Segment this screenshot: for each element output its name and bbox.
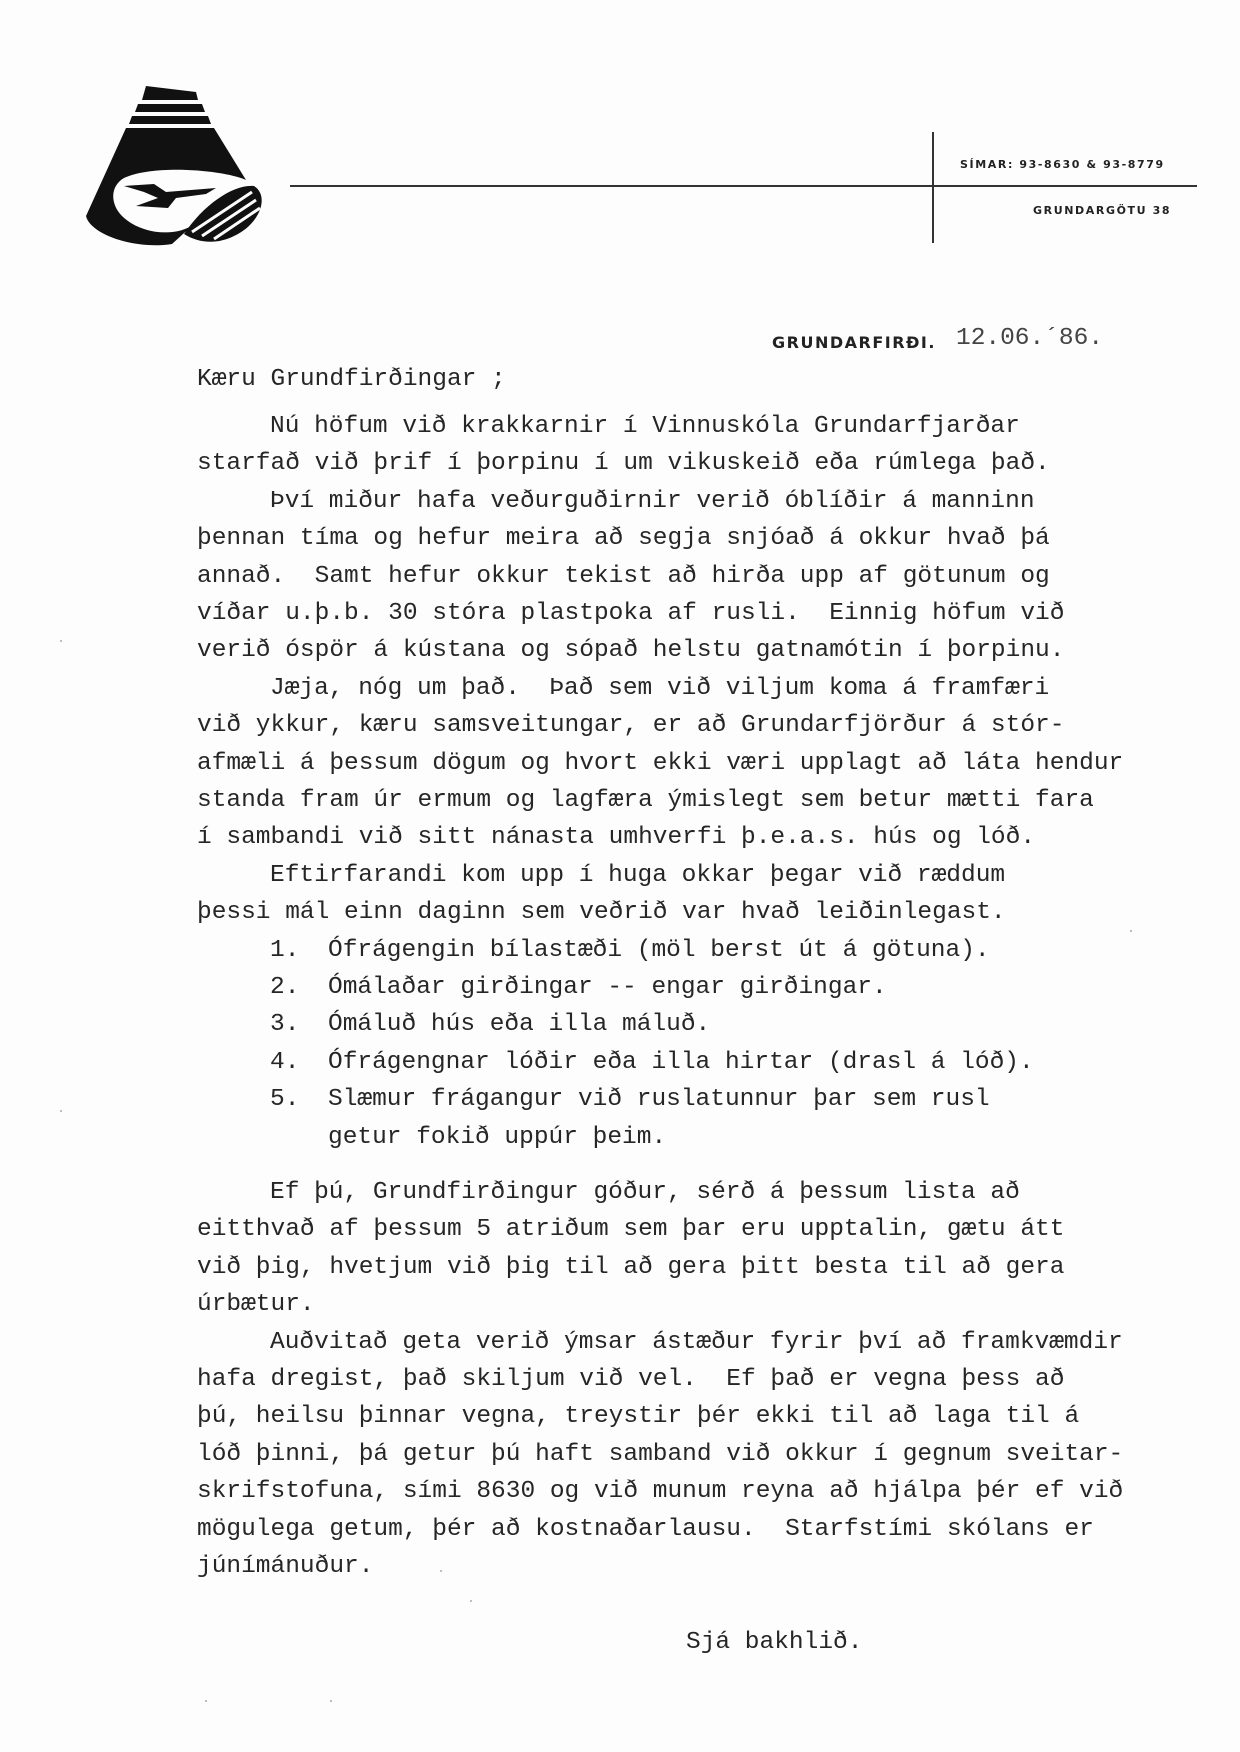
paragraph-line: verið óspör á kústana og sópað helstu gatnamótin í þorpinu. xyxy=(197,637,1065,665)
paragraph-line: Jæja, nóg um það. Það sem við viljum koma á framfæri xyxy=(270,674,1050,702)
closing-note: Sjá bakhlið. xyxy=(686,1629,863,1656)
letterhead-phones: SÍMAR: 93-8630 & 93-8779 xyxy=(960,158,1165,171)
paragraph-line: standa fram úr ermum og lagfæra ýmislegt sem betur mætti fara xyxy=(197,787,1094,814)
list-item-text: Ómáluð hús eða illa máluð. xyxy=(328,1011,711,1039)
paragraph-line: Eftirfarandi kom upp í huga okkar þegar við ræddum xyxy=(270,861,1006,889)
salutation: Kæru Grundfirðingar ; xyxy=(197,366,506,393)
list-item-text: getur fokið uppúr þeim. xyxy=(328,1123,667,1151)
paragraph-line: Auðvitað geta verið ýmsar ástæður fyrir því að framkvæmdir xyxy=(270,1328,1123,1356)
list-item-text: Ófrágengnar lóðir eða illa hirtar (drasl á lóð). xyxy=(328,1048,1034,1076)
paragraph-line: mögulega getum, þér að kostnaðarlausu. Starfstími skólans er xyxy=(197,1515,1094,1543)
list-item-number: 4. xyxy=(270,1048,300,1076)
paragraph-line: Ef þú, Grundfirðingur góður, sérð á þessum lista að xyxy=(270,1179,1020,1206)
paragraph-line: skrifstofuna, sími 8630 og við munum reyna að hjálpa þér ef við xyxy=(197,1478,1124,1506)
scan-speck xyxy=(60,1110,62,1112)
scan-speck xyxy=(205,1700,207,1702)
paragraph-line: þú, heilsu þinnar vegna, treystir þér ekki til að laga til á xyxy=(197,1403,1080,1431)
list-item-number: 3. xyxy=(270,1011,300,1039)
list-item-text: Ófrágengin bílastæði (möl berst út á götuna). xyxy=(328,936,990,964)
paragraph-line: hafa dregist, það skiljum við vel. Ef það er vegna þess að xyxy=(197,1366,1065,1393)
scan-speck xyxy=(60,640,62,642)
paragraph-line: lóð þinni, þá getur þú haft samband við okkur í gegnum sveitar- xyxy=(197,1440,1124,1468)
scan-speck xyxy=(1130,930,1132,932)
letterhead-place: GRUNDARFIRÐI. xyxy=(772,333,936,352)
letterhead-vertical-rule xyxy=(932,132,934,243)
paragraph-line: eitthvað af þessum 5 atriðum sem þar eru upptalin, gætu átt xyxy=(197,1216,1065,1244)
list-item-text: Slæmur frágangur við ruslatunnur þar sem rusl xyxy=(328,1086,990,1114)
municipal-logo xyxy=(84,84,268,250)
letter-date: 12.06.´86. xyxy=(956,325,1104,352)
paragraph-line: við ykkur, kæru samsveitungar, er að Grundarfjörður á stór- xyxy=(197,712,1065,740)
paragraph-line: þennan tíma og hefur meira að segja snjóað á okkur hvað þá xyxy=(197,525,1050,553)
letterhead-address: GRUNDARGÖTU 38 xyxy=(1033,204,1172,217)
paragraph-line: víðar u.þ.b. 30 stóra plastpoka af rusli. Einnig höfum við xyxy=(197,600,1065,627)
paragraph-line: Nú höfum við krakkarnir í Vinnuskóla Grundarfjarðar xyxy=(270,413,1020,440)
paragraph-line: úrbætur. xyxy=(197,1291,315,1319)
list-item-number: 2. xyxy=(270,974,300,1001)
list-item-number: 5. xyxy=(270,1086,300,1114)
scan-speck xyxy=(440,1570,442,1572)
paragraph-line: Því miður hafa veðurguðirnir verið óblíðir á manninn xyxy=(270,487,1035,515)
scan-speck xyxy=(470,1600,472,1602)
paragraph-line: í sambandi við sitt nánasta umhverfi þ.e.a.s. hús og lóð. xyxy=(197,824,1036,852)
letterhead-horizontal-rule xyxy=(290,185,1197,187)
list-item-number: 1. xyxy=(270,936,300,964)
paragraph-line: afmæli á þessum dögum og hvort ekki væri upplagt að láta hendur xyxy=(197,749,1124,777)
paragraph-line: starfað við þrif í þorpinu í um vikuskeið eða rúmlega það. xyxy=(197,450,1050,478)
scan-speck xyxy=(330,1700,332,1702)
list-item-text: Ómálaðar girðingar -- engar girðingar. xyxy=(328,974,887,1001)
paragraph-line: þessi mál einn daginn sem veðrið var hvað leiðinlegast. xyxy=(197,899,1006,927)
paragraph-line: annað. Samt hefur okkur tekist að hirða upp af götunum og xyxy=(197,562,1050,590)
paragraph-line: við þig, hvetjum við þig til að gera þitt besta til að gera xyxy=(197,1253,1065,1281)
paragraph-line: júnímánuður. xyxy=(197,1553,374,1580)
